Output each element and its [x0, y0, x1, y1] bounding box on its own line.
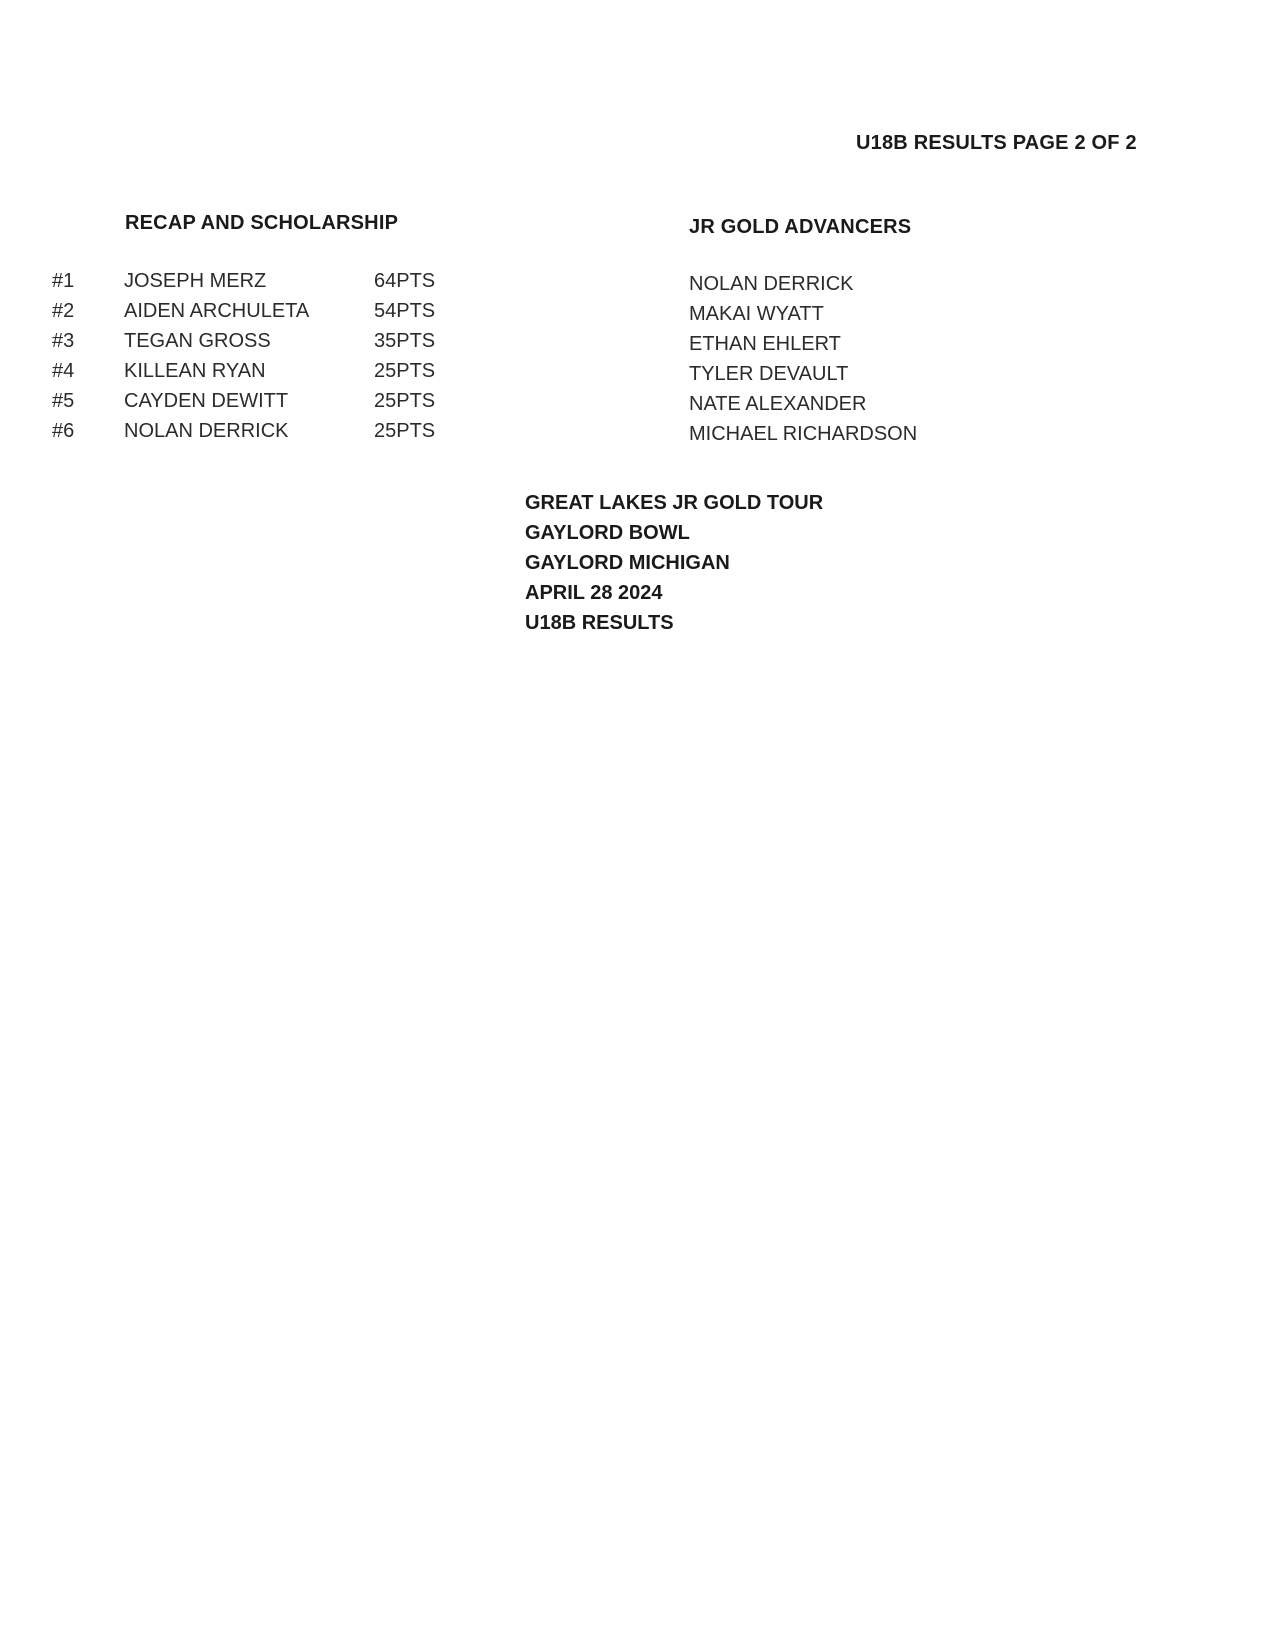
event-venue: GAYLORD BOWL	[525, 522, 690, 544]
event-info	[525, 492, 823, 642]
recap-row	[52, 420, 472, 450]
recap-rank: #3	[52, 330, 75, 352]
recap-row	[52, 390, 472, 420]
recap-rank: #1	[52, 270, 75, 292]
recap-list	[52, 270, 472, 450]
recap-points: 54PTS	[374, 300, 436, 322]
page-header: U18B RESULTS PAGE 2 OF 2	[856, 132, 1137, 154]
recap-name: CAYDEN DEWITT	[124, 390, 289, 412]
event-date: APRIL 28 2024	[525, 582, 663, 604]
advancer-name: MAKAI WYATT	[689, 303, 824, 325]
recap-points: 25PTS	[374, 420, 436, 442]
event-division: U18B RESULTS	[525, 612, 674, 634]
advancer-name: MICHAEL RICHARDSON	[689, 423, 918, 445]
recap-points: 35PTS	[374, 330, 436, 352]
recap-row	[52, 360, 472, 390]
recap-rank: #5	[52, 390, 75, 412]
recap-name: JOSEPH MERZ	[124, 270, 267, 292]
recap-name: KILLEAN RYAN	[124, 360, 266, 382]
recap-points: 25PTS	[374, 390, 436, 412]
recap-row	[52, 300, 472, 330]
recap-rank: #4	[52, 360, 75, 382]
recap-name: TEGAN GROSS	[124, 330, 271, 352]
advancer-name: TYLER DEVAULT	[689, 363, 849, 385]
recap-rank: #2	[52, 300, 75, 322]
recap-name: AIDEN ARCHULETA	[124, 300, 310, 322]
advancers-list	[689, 273, 1069, 453]
recap-rank: #6	[52, 420, 75, 442]
event-tour: GREAT LAKES JR GOLD TOUR	[525, 492, 824, 514]
advancer-name: ETHAN EHLERT	[689, 333, 841, 355]
recap-title: RECAP AND SCHOLARSHIP	[125, 212, 399, 234]
advancer-name: NATE ALEXANDER	[689, 393, 867, 415]
recap-row	[52, 270, 472, 300]
advancers-title: JR GOLD ADVANCERS	[689, 216, 912, 238]
recap-name: NOLAN DERRICK	[124, 420, 289, 442]
recap-points: 25PTS	[374, 360, 436, 382]
recap-row	[52, 330, 472, 360]
event-location: GAYLORD MICHIGAN	[525, 552, 730, 574]
recap-points: 64PTS	[374, 270, 436, 292]
advancer-name: NOLAN DERRICK	[689, 273, 854, 295]
